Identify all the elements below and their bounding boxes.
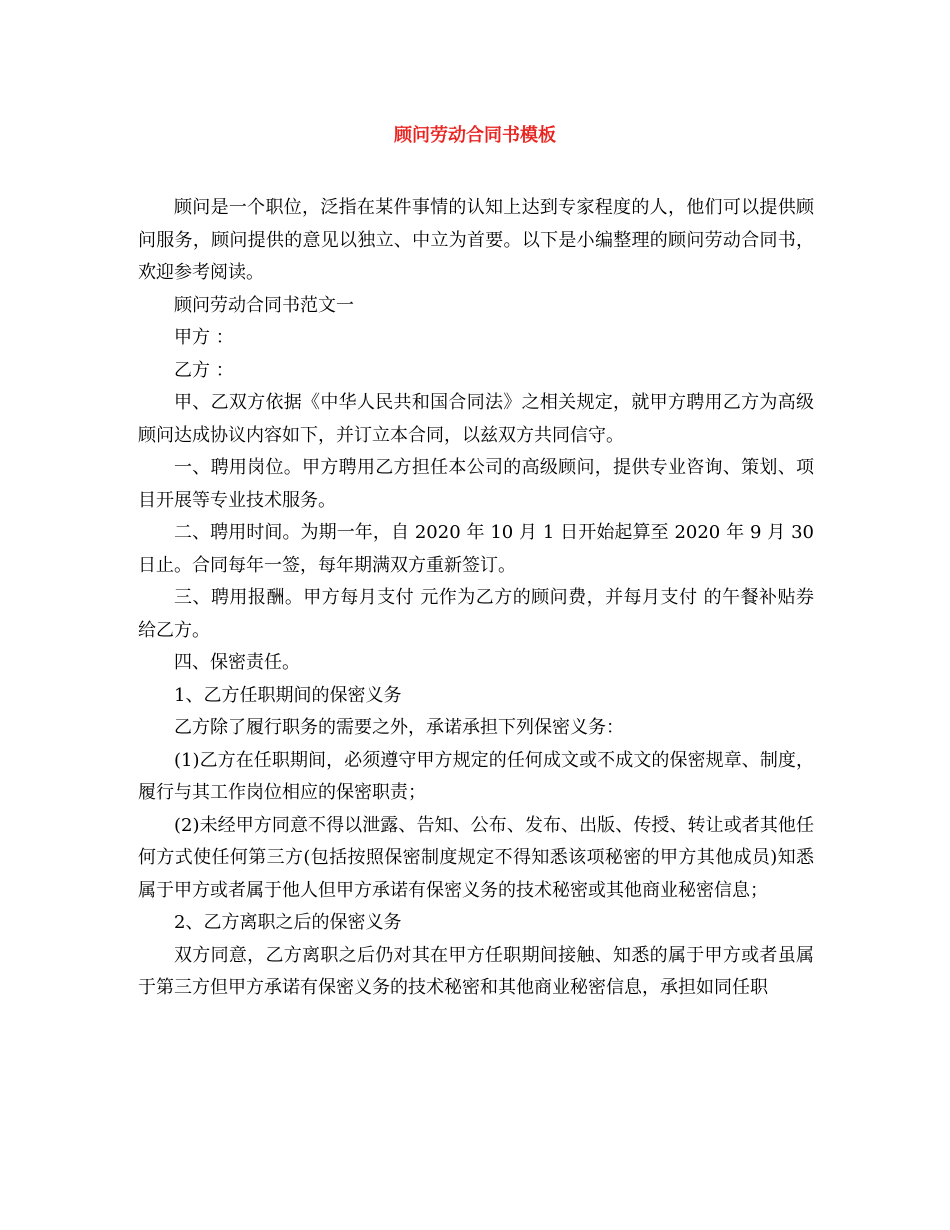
paragraph-party-a: 甲方 ： (174, 327, 234, 348)
document-title: 顾问劳动合同书模板 (394, 125, 556, 146)
paragraph-confidentiality-after: 2、乙方离职之后的保密义务 (174, 912, 402, 933)
paragraph-clause-remuneration: 三、聘用报酬。甲方每月支付 元作为乙方的顾问费，并每月支付 的午餐补贴券给乙方。 (138, 587, 814, 641)
paragraph-clause-position: 一、聘用岗位。甲方聘用乙方担任本公司的高级顾问，提供专业咨询、策划、项目开展等专业技术服务。 (138, 457, 814, 511)
paragraph-clause-term: 二、聘用时间。为期一年，自 2020 年 10 月 1 日开始起算至 2020 年 9 月 30 日止。合同每年一签，每年期满双方重新签订。 (138, 522, 814, 576)
paragraph-after-departure: 双方同意，乙方离职之后仍对其在甲方任职期间接触、知悉的属于甲方或者虽属于第三方但甲方承诺有保密义务的技术秘密和其他商业秘密信息，承担如同任职 (138, 944, 814, 998)
paragraph-obligation-1: (1)乙方在任职期间，必须遵守甲方规定的任何成文或不成文的保密规章、制度，履行与其工作岗位相应的保密职责； (138, 749, 814, 803)
paragraph-confidentiality-obligations: 乙方除了履行职务的需要之外，承诺承担下列保密义务： (174, 717, 624, 738)
document-body (138, 192, 814, 1005)
paragraph-clause-confidentiality: 四、保密责任。 (174, 652, 300, 673)
paragraph-obligation-2: (2)未经甲方同意不得以泄露、告知、公布、发布、出版、传授、转让或者其他任何方式使任何第三方(包括按照保密制度规定不得知悉该项秘密的甲方其他成员)知悉属于甲方或者属于他人但甲方承诺有保密义务的技术秘密或其他商业秘密信息； (138, 814, 814, 901)
paragraph-sample-heading: 顾问劳动合同书范文一 (174, 294, 354, 316)
paragraph-agreement-basis: 甲、乙双方依据《中华人民共和国合同法》之相关规定，就甲方聘用乙方为高级顾问达成协议内容如下，并订立本合同，以兹双方共同信守。 (138, 392, 814, 446)
paragraph-party-b: 乙方 ： (174, 359, 234, 381)
paragraph-confidentiality-during: 1、乙方任职期间的保密义务 (174, 684, 402, 706)
paragraph-intro: 顾问是一个职位，泛指在某件事情的认知上达到专家程度的人，他们可以提供顾问服务，顾问提供的意见以独立、中立为首要。以下是小编整理的顾问劳动合同书，欢迎参考阅读。 (138, 197, 814, 283)
